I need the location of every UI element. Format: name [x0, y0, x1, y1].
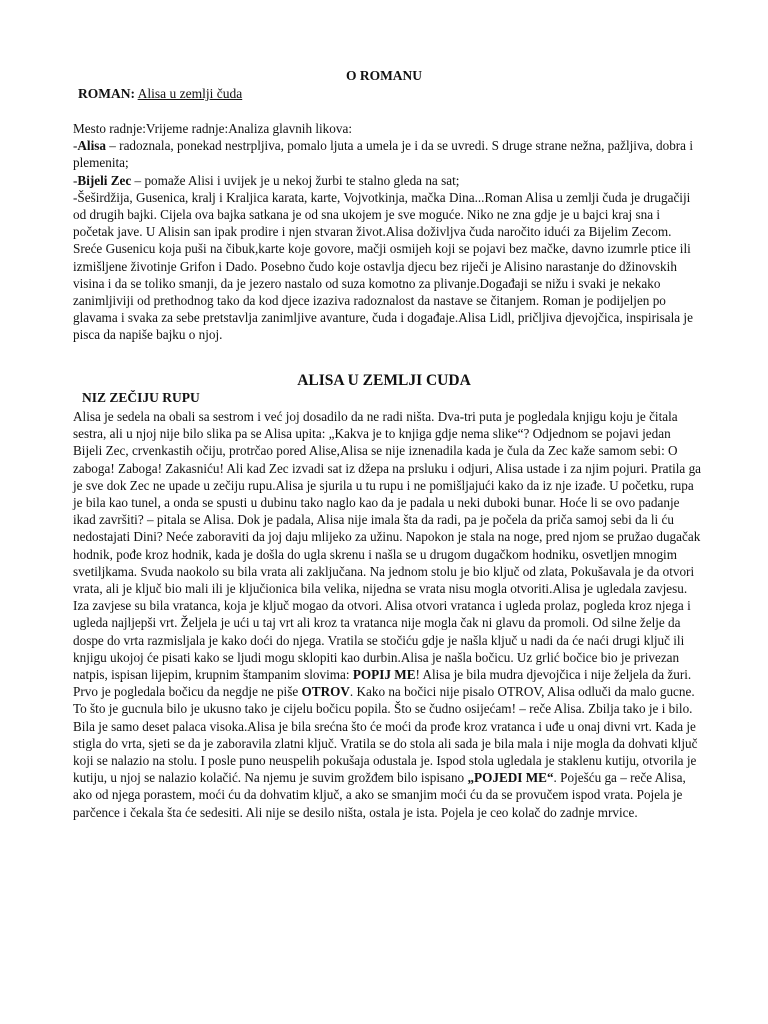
alisa-name: Alisa	[77, 138, 106, 154]
chapter-title: NIZ ZEČIJU RUPU	[82, 390, 200, 405]
roman-label: ROMAN:	[78, 86, 135, 101]
zec-name: Bijeli Zec	[77, 172, 132, 188]
story-title: ALISA U ZEMLJI CUDA	[297, 372, 471, 389]
pojedi-me: „POJEDI ME“	[467, 770, 554, 786]
story-text: Alisa je sedela na obali sa sestrom i već joj dosadilo da ne radi ništa. Dva-tri puta je pogledala knjigu koju je čitala sestra, ali u njoj nije bilo slika pa se Alisa upita: „Kakva je to knjiga gdje nema slike“? Odjednom se pojavi jedan Bijeli Zec, crvenkastih očiju, protrčao pored Alise,Alisa se nije iznenadila kada je čula da Zec kaže samom sebi: O zaboga! Zaboga! Zakasniću! Ali kad Zec izvadi sat iz džepa na prsluku i odjuri, Alisa ustade i za njim pojuri. Pratila ga je sve dok Zec ne upade u zečiju rupu.Alisa je sjurila u tu rupu i ne pomišljajući kako da iz nje izađe. U početku, rupa je bila kao tunel, a onda se spusti u dubinu tako naglo kao da je padala u neki duboki bunar. Hoće li se ovo padanje ikad završiti? – pitala se Alisa. Dok je padala, Alisa nije imala šta da radi, pa je počela da priča samoj sebi da li ću nedostajati Dini? Neće zaboraviti da joj daju mlijeko za užinu. Napokon je stala na noge, pred njom se pružao dugačak hodnik, pođe kroz hodnik, kada je došla do ugla skrenu i našla se u drugom dugačkom hodniku, osvetljen mnogim svetiljkama. Svuda naokolo su bila vrata ali zaključana. Na jednom stolu je bio ključ od zlata, Pokušavala je da otvori vrata, ali je ključ bio mali ili je ključionica bila velika, nijedna se vrata nisu mogla otvoriti.Alisa je ugledala zavjesu. Iza zavjese su bila vratanca, koja je ključ mogao da otvori. Alisa otvori vratanca i ugleda prolaz, pogleda kroz njega i ugleda najljepši vrt. Željela je ući u taj vrt ali kroz ta vratanca nije mogla čak ni glavu da promoli. Od silne želje da dospe do vrta razmisljala je kako doći do njega. Vratila se stočiću gdje je našla ključ u nadi da će naći drugi ključ ili knjigu ukojoj će pisati kako se ljudi mogu sklopiti kao durbin.Alisa je našla bočicu. Uz grlić bočice bio je privezan natpis, ispisan lijepim, krupnim štampanim slovima: POPIJ ME! Alisa je bila mudra djevojčica i nije željela da žuri. Prvo je pogledala bočicu da negdje ne piše OTROV. Kako na bočici nije pisalo OTROV, Alisa odluči da malo gucne. To što je gucnula bilo je ukusno tako je cijelu bočicu popila. Što se čudno osijećam! – reče Alisa. Zbilja tako je i bilo. Bila je samo deset palaca visoka.Alisa je bila srećna što će moći da prođe kroz vratanca i uđe u onaj divni vrt. Kada je stigla do vrta, sjeti se da je zaboravila zlatni ključ. Vratila se do stola ali sada je bila mala i nije mogla da dohvati ključ koji se nalazio na stolu. I posle puno neuspelih pokušaja odustala je. Ispod stola ugledala je staklenu kutiju, otvorila je kutiju, u njoj se nalazio kolačić. Na njemu je suvim grožđem bilo ispisano „POJEDI ME“. Poješću ga – reče Alisa, ako od njega porastem, moći ću da dohvatim ključ, a ako se smanjim moći ću da se provučem ispod vrata. Pojela je parčence i čekala šta će sedesiti. Ali nije se desilo ništa, ostala je ista. Pojela je ceo kolač do zadnje mrvice.	[73, 409, 702, 820]
roman-line	[78, 86, 242, 102]
about-section	[73, 120, 703, 344]
setting-line: Mesto radnje:Vrijeme radnje:Analiza glavnih likova:	[73, 121, 352, 136]
alisa-description: -Alisa – radoznala, ponekad nestrpljiva, pomalo ljuta a umela je i da se uvredi. S druge strane nežna, pažljiva, dobra i plemenita;	[73, 138, 693, 171]
popij-me: POPIJ ME	[352, 667, 416, 683]
story-section	[73, 408, 703, 821]
zec-description: -Bijeli Zec – pomaže Alisi i uvijek je u nekoj žurbi te stalno gleda na sat;	[73, 172, 460, 188]
roman-title: Alisa u zemlji čuda	[137, 86, 243, 101]
page-title: O ROMANU	[345, 68, 423, 83]
otrov: OTROV	[301, 684, 350, 700]
about-text: -Šeširdžija, Gusenica, kralj i Kraljica karata, karte, Vojvotkinja, mačka Dina...Roman Alisa u zemlji čuda je drugačiji od drugih bajki. Cijela ova bajka satkana je od sna ukojem je sve moguće. Niko ne zna gdje je u bajci kraj sna i početak jave. U Alisin san ipak prodire i njen stvaran život.Alisa doživljva čuda naročito idući za Bijelim Zecom. Sreće Gusenicu koja puši na čibuk,karte koje govore, mačji osmijeh koji se pojavi bez mačke, davno izumrle ptice ili izmišljene životinje Grifon i Dado. Posebno čudo koje ostavlja djecu bez riječi je Alisino narastanje do džinovskih visina i da se toliko smanji, da je jezero nastalo od suza komotno za plivanje.Događaji se nižu i svaki je nekako zanimljiviji od prethodnog tako da kod djece izaziva radoznalost da nastave se čitanjem. Roman je podijeljen po glavama i svaka za sebe pretstavlja zanimljive avanture, čuda i događaje.Alisa Lidl, pričljiva djevojčica, inspirisala je pisca da napiše bajku o njoj.	[73, 189, 693, 343]
